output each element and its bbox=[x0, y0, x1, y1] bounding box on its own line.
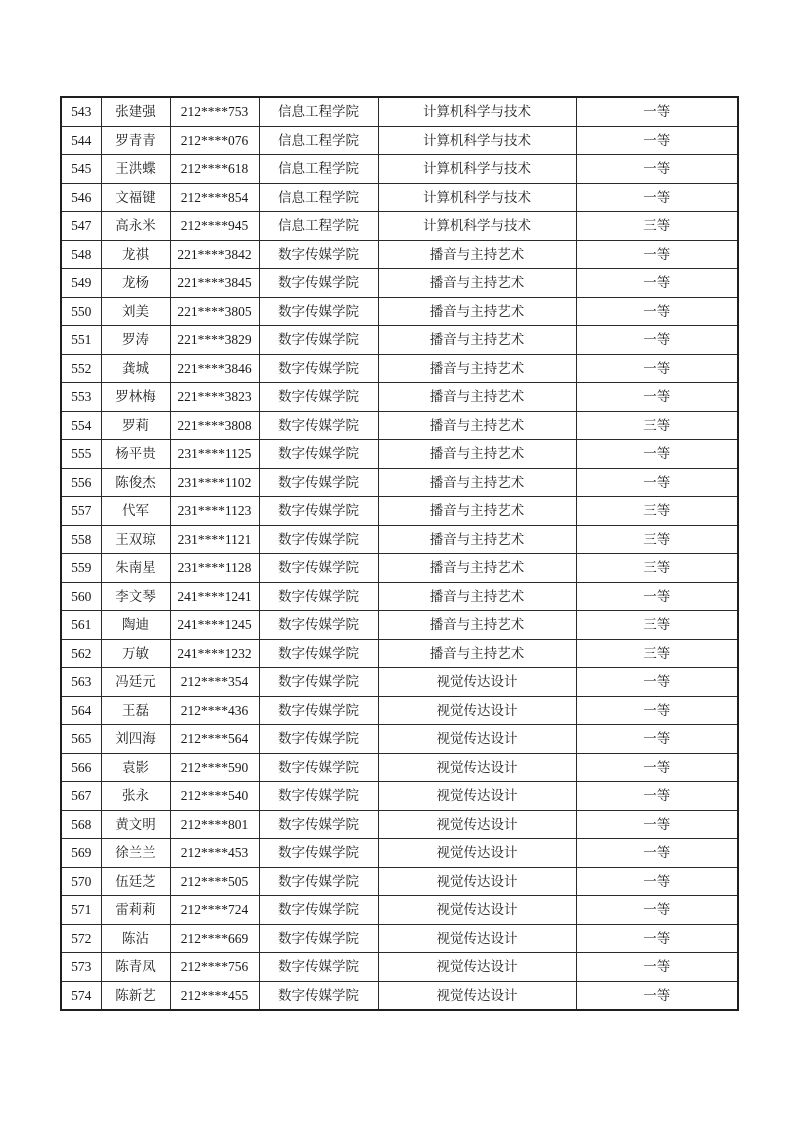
cell-major: 播音与主持艺术 bbox=[378, 611, 576, 640]
cell-student-id: 212****564 bbox=[170, 725, 259, 754]
cell-student-name: 杨平贵 bbox=[101, 440, 170, 469]
cell-college: 数字传媒学院 bbox=[259, 924, 378, 953]
cell-award-grade: 一等 bbox=[576, 383, 738, 412]
cell-student-name: 罗林梅 bbox=[101, 383, 170, 412]
cell-student-id: 212****076 bbox=[170, 126, 259, 155]
cell-serial-number: 550 bbox=[61, 297, 101, 326]
cell-college: 数字传媒学院 bbox=[259, 468, 378, 497]
cell-serial-number: 570 bbox=[61, 867, 101, 896]
cell-college: 数字传媒学院 bbox=[259, 810, 378, 839]
cell-award-grade: 三等 bbox=[576, 212, 738, 241]
cell-serial-number: 548 bbox=[61, 240, 101, 269]
cell-college: 数字传媒学院 bbox=[259, 782, 378, 811]
cell-student-id: 212****854 bbox=[170, 183, 259, 212]
cell-major: 播音与主持艺术 bbox=[378, 639, 576, 668]
cell-serial-number: 547 bbox=[61, 212, 101, 241]
cell-student-name: 刘美 bbox=[101, 297, 170, 326]
cell-student-name: 罗青青 bbox=[101, 126, 170, 155]
cell-serial-number: 546 bbox=[61, 183, 101, 212]
cell-major: 视觉传达设计 bbox=[378, 782, 576, 811]
cell-student-id: 212****354 bbox=[170, 668, 259, 697]
cell-student-name: 陈俊杰 bbox=[101, 468, 170, 497]
cell-student-name: 王双琼 bbox=[101, 525, 170, 554]
cell-student-id: 212****436 bbox=[170, 696, 259, 725]
table-row bbox=[61, 668, 738, 697]
cell-student-id: 231****1102 bbox=[170, 468, 259, 497]
award-table-body bbox=[61, 97, 738, 1010]
cell-serial-number: 566 bbox=[61, 753, 101, 782]
cell-student-name: 龚城 bbox=[101, 354, 170, 383]
cell-major: 播音与主持艺术 bbox=[378, 326, 576, 355]
award-list-table bbox=[60, 96, 739, 1011]
cell-student-name: 黄文明 bbox=[101, 810, 170, 839]
cell-student-name: 袁影 bbox=[101, 753, 170, 782]
cell-serial-number: 564 bbox=[61, 696, 101, 725]
cell-student-id: 231****1125 bbox=[170, 440, 259, 469]
cell-award-grade: 三等 bbox=[576, 497, 738, 526]
cell-student-name: 陈新艺 bbox=[101, 981, 170, 1010]
cell-student-id: 212****453 bbox=[170, 839, 259, 868]
cell-serial-number: 565 bbox=[61, 725, 101, 754]
cell-serial-number: 573 bbox=[61, 953, 101, 982]
table-row bbox=[61, 582, 738, 611]
cell-major: 计算机科学与技术 bbox=[378, 97, 576, 126]
cell-student-name: 张永 bbox=[101, 782, 170, 811]
cell-award-grade: 一等 bbox=[576, 782, 738, 811]
cell-serial-number: 543 bbox=[61, 97, 101, 126]
cell-student-id: 231****1123 bbox=[170, 497, 259, 526]
cell-major: 视觉传达设计 bbox=[378, 924, 576, 953]
cell-student-name: 雷莉莉 bbox=[101, 896, 170, 925]
cell-award-grade: 一等 bbox=[576, 326, 738, 355]
cell-award-grade: 一等 bbox=[576, 810, 738, 839]
cell-award-grade: 一等 bbox=[576, 981, 738, 1010]
cell-college: 数字传媒学院 bbox=[259, 896, 378, 925]
cell-student-name: 徐兰兰 bbox=[101, 839, 170, 868]
table-row bbox=[61, 383, 738, 412]
cell-student-name: 陈青凤 bbox=[101, 953, 170, 982]
cell-award-grade: 一等 bbox=[576, 924, 738, 953]
cell-college: 数字传媒学院 bbox=[259, 639, 378, 668]
cell-college: 数字传媒学院 bbox=[259, 240, 378, 269]
cell-award-grade: 三等 bbox=[576, 639, 738, 668]
cell-serial-number: 569 bbox=[61, 839, 101, 868]
cell-student-name: 朱南星 bbox=[101, 554, 170, 583]
cell-student-name: 代军 bbox=[101, 497, 170, 526]
cell-student-name: 陶迪 bbox=[101, 611, 170, 640]
cell-award-grade: 一等 bbox=[576, 867, 738, 896]
cell-student-id: 212****724 bbox=[170, 896, 259, 925]
table-row bbox=[61, 155, 738, 184]
cell-student-name: 王磊 bbox=[101, 696, 170, 725]
table-row bbox=[61, 554, 738, 583]
cell-student-id: 221****3823 bbox=[170, 383, 259, 412]
cell-serial-number: 561 bbox=[61, 611, 101, 640]
table-row bbox=[61, 126, 738, 155]
table-row bbox=[61, 269, 738, 298]
table-row bbox=[61, 97, 738, 126]
table-row bbox=[61, 867, 738, 896]
cell-major: 视觉传达设计 bbox=[378, 953, 576, 982]
cell-student-id: 212****590 bbox=[170, 753, 259, 782]
table-row bbox=[61, 326, 738, 355]
cell-student-name: 罗涛 bbox=[101, 326, 170, 355]
cell-serial-number: 553 bbox=[61, 383, 101, 412]
cell-award-grade: 一等 bbox=[576, 468, 738, 497]
cell-college: 数字传媒学院 bbox=[259, 668, 378, 697]
table-row bbox=[61, 497, 738, 526]
cell-award-grade: 一等 bbox=[576, 696, 738, 725]
cell-student-name: 伍廷芝 bbox=[101, 867, 170, 896]
table-row bbox=[61, 782, 738, 811]
cell-college: 数字传媒学院 bbox=[259, 297, 378, 326]
table-row bbox=[61, 753, 738, 782]
cell-college: 数字传媒学院 bbox=[259, 326, 378, 355]
cell-award-grade: 三等 bbox=[576, 411, 738, 440]
table-row bbox=[61, 297, 738, 326]
cell-college: 数字传媒学院 bbox=[259, 354, 378, 383]
cell-award-grade: 一等 bbox=[576, 839, 738, 868]
cell-student-id: 212****756 bbox=[170, 953, 259, 982]
cell-award-grade: 一等 bbox=[576, 240, 738, 269]
table-row bbox=[61, 896, 738, 925]
cell-serial-number: 567 bbox=[61, 782, 101, 811]
cell-award-grade: 三等 bbox=[576, 525, 738, 554]
cell-major: 播音与主持艺术 bbox=[378, 497, 576, 526]
cell-college: 信息工程学院 bbox=[259, 183, 378, 212]
cell-serial-number: 571 bbox=[61, 896, 101, 925]
cell-college: 数字传媒学院 bbox=[259, 582, 378, 611]
cell-major: 计算机科学与技术 bbox=[378, 183, 576, 212]
cell-serial-number: 574 bbox=[61, 981, 101, 1010]
table-row bbox=[61, 212, 738, 241]
cell-serial-number: 562 bbox=[61, 639, 101, 668]
cell-student-name: 王洪蝶 bbox=[101, 155, 170, 184]
cell-student-name: 李文琴 bbox=[101, 582, 170, 611]
cell-major: 播音与主持艺术 bbox=[378, 269, 576, 298]
cell-college: 数字传媒学院 bbox=[259, 525, 378, 554]
cell-student-name: 万敏 bbox=[101, 639, 170, 668]
cell-serial-number: 554 bbox=[61, 411, 101, 440]
table-row bbox=[61, 468, 738, 497]
cell-student-id: 221****3808 bbox=[170, 411, 259, 440]
cell-major: 播音与主持艺术 bbox=[378, 440, 576, 469]
table-row bbox=[61, 525, 738, 554]
cell-student-id: 221****3846 bbox=[170, 354, 259, 383]
cell-student-id: 231****1121 bbox=[170, 525, 259, 554]
table-row bbox=[61, 725, 738, 754]
cell-student-id: 212****455 bbox=[170, 981, 259, 1010]
cell-serial-number: 568 bbox=[61, 810, 101, 839]
cell-student-name: 高永米 bbox=[101, 212, 170, 241]
cell-award-grade: 一等 bbox=[576, 126, 738, 155]
cell-award-grade: 一等 bbox=[576, 269, 738, 298]
cell-student-name: 冯廷元 bbox=[101, 668, 170, 697]
cell-college: 数字传媒学院 bbox=[259, 839, 378, 868]
cell-college: 数字传媒学院 bbox=[259, 269, 378, 298]
cell-college: 数字传媒学院 bbox=[259, 867, 378, 896]
cell-major: 播音与主持艺术 bbox=[378, 525, 576, 554]
table-row bbox=[61, 639, 738, 668]
cell-student-id: 231****1128 bbox=[170, 554, 259, 583]
cell-major: 视觉传达设计 bbox=[378, 725, 576, 754]
cell-serial-number: 572 bbox=[61, 924, 101, 953]
cell-college: 信息工程学院 bbox=[259, 97, 378, 126]
table-row bbox=[61, 924, 738, 953]
table-row bbox=[61, 240, 738, 269]
cell-major: 视觉传达设计 bbox=[378, 810, 576, 839]
cell-serial-number: 552 bbox=[61, 354, 101, 383]
cell-student-id: 241****1232 bbox=[170, 639, 259, 668]
cell-major: 播音与主持艺术 bbox=[378, 468, 576, 497]
cell-major: 视觉传达设计 bbox=[378, 753, 576, 782]
table-row bbox=[61, 696, 738, 725]
cell-serial-number: 549 bbox=[61, 269, 101, 298]
cell-award-grade: 一等 bbox=[576, 896, 738, 925]
cell-major: 视觉传达设计 bbox=[378, 668, 576, 697]
cell-college: 数字传媒学院 bbox=[259, 725, 378, 754]
cell-award-grade: 三等 bbox=[576, 554, 738, 583]
cell-student-id: 221****3805 bbox=[170, 297, 259, 326]
cell-college: 信息工程学院 bbox=[259, 126, 378, 155]
cell-award-grade: 一等 bbox=[576, 155, 738, 184]
cell-college: 数字传媒学院 bbox=[259, 696, 378, 725]
cell-major: 播音与主持艺术 bbox=[378, 582, 576, 611]
cell-major: 视觉传达设计 bbox=[378, 981, 576, 1010]
table-row bbox=[61, 810, 738, 839]
cell-college: 数字传媒学院 bbox=[259, 611, 378, 640]
table-row bbox=[61, 440, 738, 469]
cell-student-id: 212****618 bbox=[170, 155, 259, 184]
cell-student-id: 212****669 bbox=[170, 924, 259, 953]
cell-serial-number: 560 bbox=[61, 582, 101, 611]
cell-student-name: 罗莉 bbox=[101, 411, 170, 440]
cell-student-name: 文福键 bbox=[101, 183, 170, 212]
cell-student-id: 212****505 bbox=[170, 867, 259, 896]
cell-award-grade: 一等 bbox=[576, 297, 738, 326]
cell-college: 数字传媒学院 bbox=[259, 953, 378, 982]
cell-college: 数字传媒学院 bbox=[259, 383, 378, 412]
table-row bbox=[61, 981, 738, 1010]
cell-award-grade: 三等 bbox=[576, 611, 738, 640]
table-row bbox=[61, 839, 738, 868]
cell-award-grade: 一等 bbox=[576, 953, 738, 982]
cell-major: 播音与主持艺术 bbox=[378, 297, 576, 326]
cell-serial-number: 557 bbox=[61, 497, 101, 526]
cell-award-grade: 一等 bbox=[576, 582, 738, 611]
cell-major: 播音与主持艺术 bbox=[378, 383, 576, 412]
cell-college: 数字传媒学院 bbox=[259, 554, 378, 583]
cell-major: 计算机科学与技术 bbox=[378, 126, 576, 155]
cell-student-id: 241****1245 bbox=[170, 611, 259, 640]
cell-serial-number: 545 bbox=[61, 155, 101, 184]
cell-student-id: 221****3845 bbox=[170, 269, 259, 298]
cell-major: 计算机科学与技术 bbox=[378, 155, 576, 184]
cell-award-grade: 一等 bbox=[576, 183, 738, 212]
cell-college: 信息工程学院 bbox=[259, 212, 378, 241]
cell-serial-number: 551 bbox=[61, 326, 101, 355]
cell-student-id: 212****945 bbox=[170, 212, 259, 241]
cell-major: 视觉传达设计 bbox=[378, 867, 576, 896]
cell-award-grade: 一等 bbox=[576, 440, 738, 469]
cell-award-grade: 一等 bbox=[576, 725, 738, 754]
cell-student-name: 刘四海 bbox=[101, 725, 170, 754]
table-row bbox=[61, 953, 738, 982]
cell-college: 数字传媒学院 bbox=[259, 753, 378, 782]
table-row bbox=[61, 354, 738, 383]
cell-college: 数字传媒学院 bbox=[259, 440, 378, 469]
cell-student-id: 212****801 bbox=[170, 810, 259, 839]
cell-award-grade: 一等 bbox=[576, 354, 738, 383]
cell-major: 视觉传达设计 bbox=[378, 696, 576, 725]
cell-student-id: 212****540 bbox=[170, 782, 259, 811]
cell-serial-number: 556 bbox=[61, 468, 101, 497]
cell-student-id: 221****3829 bbox=[170, 326, 259, 355]
table-row bbox=[61, 411, 738, 440]
cell-award-grade: 一等 bbox=[576, 753, 738, 782]
cell-serial-number: 558 bbox=[61, 525, 101, 554]
table-row bbox=[61, 183, 738, 212]
cell-serial-number: 563 bbox=[61, 668, 101, 697]
cell-college: 数字传媒学院 bbox=[259, 497, 378, 526]
cell-major: 视觉传达设计 bbox=[378, 896, 576, 925]
cell-student-name: 龙杨 bbox=[101, 269, 170, 298]
cell-student-id: 241****1241 bbox=[170, 582, 259, 611]
cell-college: 数字传媒学院 bbox=[259, 981, 378, 1010]
cell-serial-number: 555 bbox=[61, 440, 101, 469]
cell-major: 播音与主持艺术 bbox=[378, 354, 576, 383]
cell-major: 播音与主持艺术 bbox=[378, 554, 576, 583]
table-row bbox=[61, 611, 738, 640]
cell-student-id: 221****3842 bbox=[170, 240, 259, 269]
cell-major: 播音与主持艺术 bbox=[378, 411, 576, 440]
cell-award-grade: 一等 bbox=[576, 97, 738, 126]
cell-award-grade: 一等 bbox=[576, 668, 738, 697]
cell-major: 视觉传达设计 bbox=[378, 839, 576, 868]
cell-serial-number: 544 bbox=[61, 126, 101, 155]
cell-student-name: 龙祺 bbox=[101, 240, 170, 269]
cell-student-id: 212****753 bbox=[170, 97, 259, 126]
cell-college: 数字传媒学院 bbox=[259, 411, 378, 440]
cell-student-name: 张建强 bbox=[101, 97, 170, 126]
cell-serial-number: 559 bbox=[61, 554, 101, 583]
cell-major: 播音与主持艺术 bbox=[378, 240, 576, 269]
cell-major: 计算机科学与技术 bbox=[378, 212, 576, 241]
cell-college: 信息工程学院 bbox=[259, 155, 378, 184]
cell-student-name: 陈沾 bbox=[101, 924, 170, 953]
